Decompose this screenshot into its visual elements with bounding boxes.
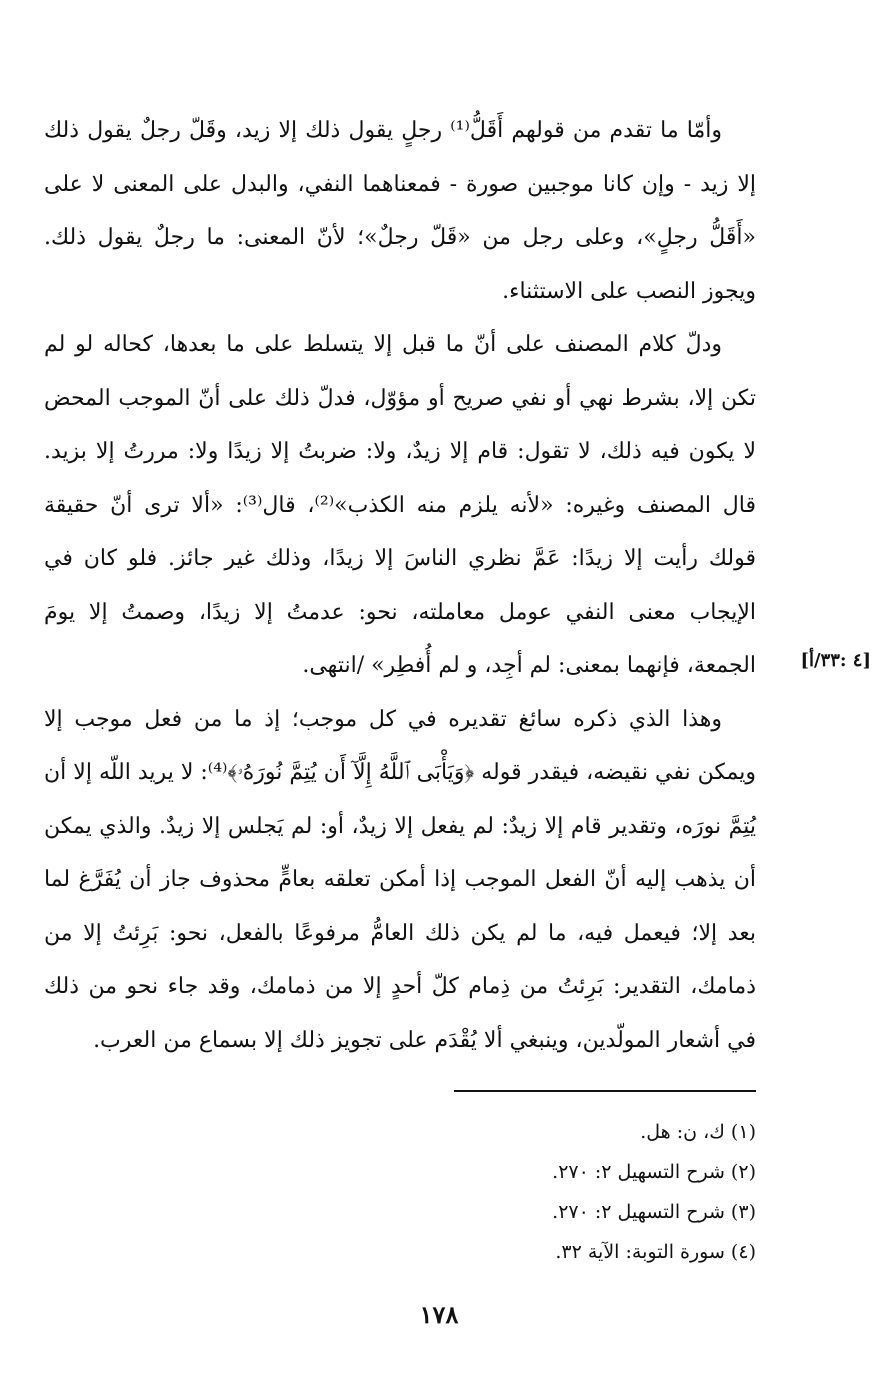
footnote-2: (٢) شرح التسهيل ٢: ٢٧٠. xyxy=(552,1161,756,1183)
paragraph-1: وأمّا ما تقدم من قولهم أَقَلُّ⁽¹⁾ رجلٍ يقول ذلك إلا زيد، وقَلّ رجلٌ يقول ذلك إلا زيد - وإن كانا موجبين صورة - فمعناهما النفي، والبدل على المعنى لا على «أَقَلُّ رجلٍ»، وعلى رجل من «قَلّ رجلٌ»؛ لأنّ المعنى: ما رجلٌ يقول ذلك. ويجوز النصب على الاستثناء. xyxy=(44,118,756,304)
main-text xyxy=(44,104,756,1067)
footnotes xyxy=(300,1112,756,1272)
footnote-3: (٣) شرح التسهيل ٢: ٢٧٠. xyxy=(552,1201,756,1223)
manuscript-folio-reference: [٤ :٣٣/أ] xyxy=(800,650,871,671)
page-number: ١٧٨ xyxy=(419,1300,459,1329)
paragraph-3: وهذا الذي ذكره سائغ تقديره في كل موجب؛ إذ ما من فعل موجب إلا ويمكن نفي نقيضه، فيقدر قوله ﴿وَيَأْبَى ٱللَّهُ إِلَّآ أَن يُتِمَّ نُورَهُۥ﴾⁽⁴⁾: لا يريد اللّه إلا أن يُتِمَّ نورَه، وتقدير قام إلا زيدٌ: لم يفعل إلا زيدٌ، أو: لم يَجلس إلا زيدٌ. والذي يمكن أن يذهب إليه أنّ الفعل الموجب إذا أمكن تعلقه بعامٍّ محذوف جاز أن يُفَرَّغ لما بعد إلا؛ فيعمل فيه، ما لم يكن ذلك العامُّ مرفوعًا بالفعل، نحو: بَرِئتُ إلا من ذمامك، التقدير: بَرِئتُ من ذِمام كلّ أحدٍ إلا من ذمامك، وقد جاء نحو من ذلك في أشعار المولّدين، وينبغي ألا يُقْدَم على تجويز ذلك إلا بسماع من العرب. xyxy=(44,706,756,1053)
footnote-1: (١) ك، ن: هل. xyxy=(640,1121,756,1143)
paragraph-2: ودلّ كلام المصنف على أنّ ما قبل إلا يتسلط على ما بعدها، كحاله لو لم تكن إلا، بشرط نهي أو نفي صريح أو مؤوّل، فدلّ ذلك على أنّ الموجب المحض لا يكون فيه ذلك، لا تقول: قام إلا زيدٌ، ولا: ضربتُ إلا زيدًا ولا: مررتُ إلا بزيد. قال المصنف وغيره: «لأنه يلزم منه الكذب»⁽²⁾، قال⁽³⁾: «ألا ترى أنّ حقيقة قولك رأيت إلا زيدًا: عَمَّ نظري الناسَ إلا زيدًا، وذلك غير جائز. فلو كان في الإيجاب معنى النفي عومل معاملته، نحو: عدمتُ إلا زيدًا، وصمتُ إلا يومَ الجمعة، فإنهما بمعنى: لم أجِد، و لم أُفطِر» /انتهى. xyxy=(44,332,757,678)
footnote-separator xyxy=(454,1090,756,1092)
footnote-4: (٤) سورة التوبة: الآية ٣٢. xyxy=(555,1241,756,1263)
